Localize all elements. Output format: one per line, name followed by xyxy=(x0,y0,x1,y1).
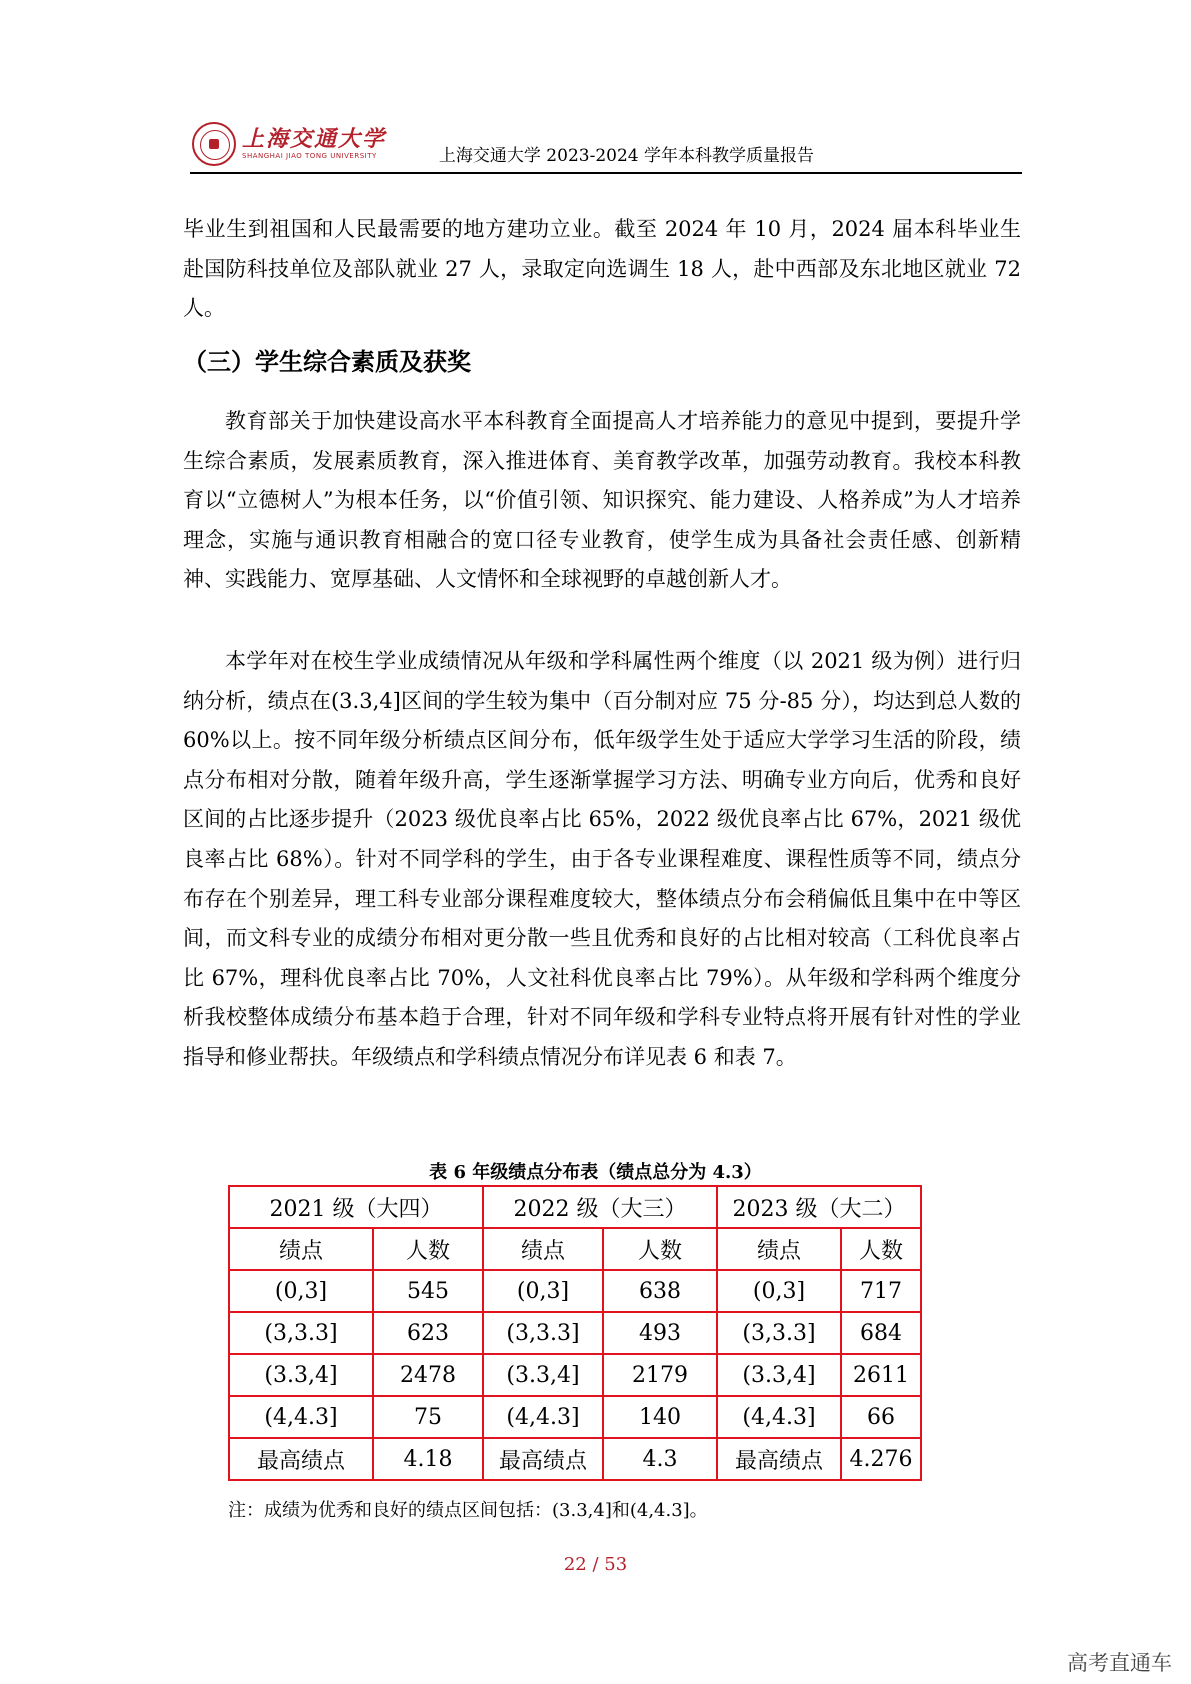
table-cell: (4,4.3] xyxy=(229,1396,373,1438)
table-cell: 75 xyxy=(373,1396,483,1438)
table-cell: 66 xyxy=(841,1396,921,1438)
table-cell: (3,3.3] xyxy=(229,1312,373,1354)
table-cell: 4.276 xyxy=(841,1438,921,1480)
column-header-count: 人数 xyxy=(603,1228,717,1270)
table-cell: 最高绩点 xyxy=(717,1438,841,1480)
table-row xyxy=(229,1354,921,1396)
table-cell: 4.18 xyxy=(373,1438,483,1480)
table-row xyxy=(229,1270,921,1312)
table-row xyxy=(229,1312,921,1354)
logo-english-name: SHANGHAI JIAO TONG UNIVERSITY xyxy=(242,152,377,160)
table-cell: 717 xyxy=(841,1270,921,1312)
table-cell: (3.3,4] xyxy=(717,1354,841,1396)
table-cell: (0,3] xyxy=(717,1270,841,1312)
table-caption: 表 6 年级绩点分布表（绩点总分为 4.3） xyxy=(429,1162,762,1183)
grade-header: 2021 级（大四） xyxy=(229,1186,483,1228)
column-header-count: 人数 xyxy=(373,1228,483,1270)
table-cell: 最高绩点 xyxy=(229,1438,373,1480)
section-title: （三）学生综合素质及获奖 xyxy=(183,348,471,376)
table-cell: 493 xyxy=(603,1312,717,1354)
column-header-gpa: 绩点 xyxy=(229,1228,373,1270)
table-header-column-row xyxy=(229,1228,921,1270)
table-header-grade-row xyxy=(229,1186,921,1228)
paragraph-employment xyxy=(183,210,1021,329)
table-cell: 4.3 xyxy=(603,1438,717,1480)
report-title: 上海交通大学 2023-2024 学年本科教学质量报告 xyxy=(438,146,814,166)
paragraph-quality xyxy=(183,402,1021,600)
column-header-gpa: 绩点 xyxy=(483,1228,603,1270)
grade-header: 2023 级（大二） xyxy=(717,1186,921,1228)
table-row xyxy=(229,1438,921,1480)
table-cell: (4,4.3] xyxy=(717,1396,841,1438)
table-cell: (4,4.3] xyxy=(483,1396,603,1438)
table-cell: (3,3.3] xyxy=(483,1312,603,1354)
page-header xyxy=(190,120,1022,174)
table-cell: 623 xyxy=(373,1312,483,1354)
logo-chinese-name: 上海交通大学 xyxy=(242,126,387,152)
table-cell: 2611 xyxy=(841,1354,921,1396)
paragraph-text: 本学年对在校生学业成绩情况从年级和学科属性两个维度（以 2021 级为例）进行归纳分析，绩点在(3.3,4]区间的学生较为集中（百分制对应 75 分-85 分），均达到总人数的 60%以上。按不同年级分析绩点区间分布，低年级学生处于适应大学学习生活的阶段，绩点分布相对分散，随着年级升高，学生逐渐掌握学习方法、明确专业方向后，优秀和良好区间的占比逐步提升（2023 级优良率占比 65%，2022 级优良率占比 67%，2021 级优良率占比 68%）。针对不同学科的学生，由于各专业课程难度、课程性质等不同，绩点分布存在个别差异，理工科专业部分课程难度较大，整体绩点分布会稍偏低且集中在中等区间，而文科专业的成绩分布相对更分散一些且优秀和良好的占比相对较高（工科优良率占比 67%，理科优良率占比 70%，人文社科优良率占比 79%）。从年级和学科两个维度分析我校整体成绩分布基本趋于合理，针对不同年级和学科专业特点将开展有针对性的学业指导和修业帮扶。年级绩点和学科绩点情况分布详见表 6 和表 7。 xyxy=(183,649,1021,1069)
table-cell: 638 xyxy=(603,1270,717,1312)
table-cell: (0,3] xyxy=(483,1270,603,1312)
table-cell: (3.3,4] xyxy=(229,1354,373,1396)
column-header-count: 人数 xyxy=(841,1228,921,1270)
table-cell: (3,3.3] xyxy=(717,1312,841,1354)
paragraph-gpa-analysis xyxy=(183,642,1021,1078)
table-cell: 2478 xyxy=(373,1354,483,1396)
table-cell: (3.3,4] xyxy=(483,1354,603,1396)
column-header-gpa: 绩点 xyxy=(717,1228,841,1270)
gpa-distribution-table xyxy=(228,1185,922,1481)
table-cell: 2179 xyxy=(603,1354,717,1396)
table-cell: 545 xyxy=(373,1270,483,1312)
table-row xyxy=(229,1396,921,1438)
table-cell: 140 xyxy=(603,1396,717,1438)
university-seal-icon xyxy=(192,122,236,166)
watermark: 高考直通车 xyxy=(1067,1651,1172,1675)
table-cell: (0,3] xyxy=(229,1270,373,1312)
university-logo xyxy=(192,122,386,166)
table-cell: 最高绩点 xyxy=(483,1438,603,1480)
section-heading xyxy=(183,342,1021,377)
table-note: 注：成绩为优秀和良好的绩点区间包括：(3.3,4]和(4,4.3]。 xyxy=(228,1500,708,1521)
paragraph-text: 教育部关于加快建设高水平本科教育全面提高人才培养能力的意见中提到，要提升学生综合素质，发展素质教育，深入推进体育、美育教学改革，加强劳动教育。我校本科教育以“立德树人”为根本任务，以“价值引领、知识探究、能力建设、人格养成”为人才培养理念，实施与通识教育相融合的宽口径专业教育，使学生成为具备社会责任感、创新精神、实践能力、宽厚基础、人文情怀和全球视野的卓越创新人才。 xyxy=(183,409,1021,592)
page-number: 22 / 53 xyxy=(563,1554,628,1575)
table-cell: 684 xyxy=(841,1312,921,1354)
grade-header: 2022 级（大三） xyxy=(483,1186,717,1228)
paragraph-text: 毕业生到祖国和人民最需要的地方建功立业。截至 2024 年 10 月，2024 届本科毕业生赴国防科技单位及部队就业 27 人，录取定向选调生 18 人，赴中西部及东北地区就业 72 人。 xyxy=(183,217,1021,321)
